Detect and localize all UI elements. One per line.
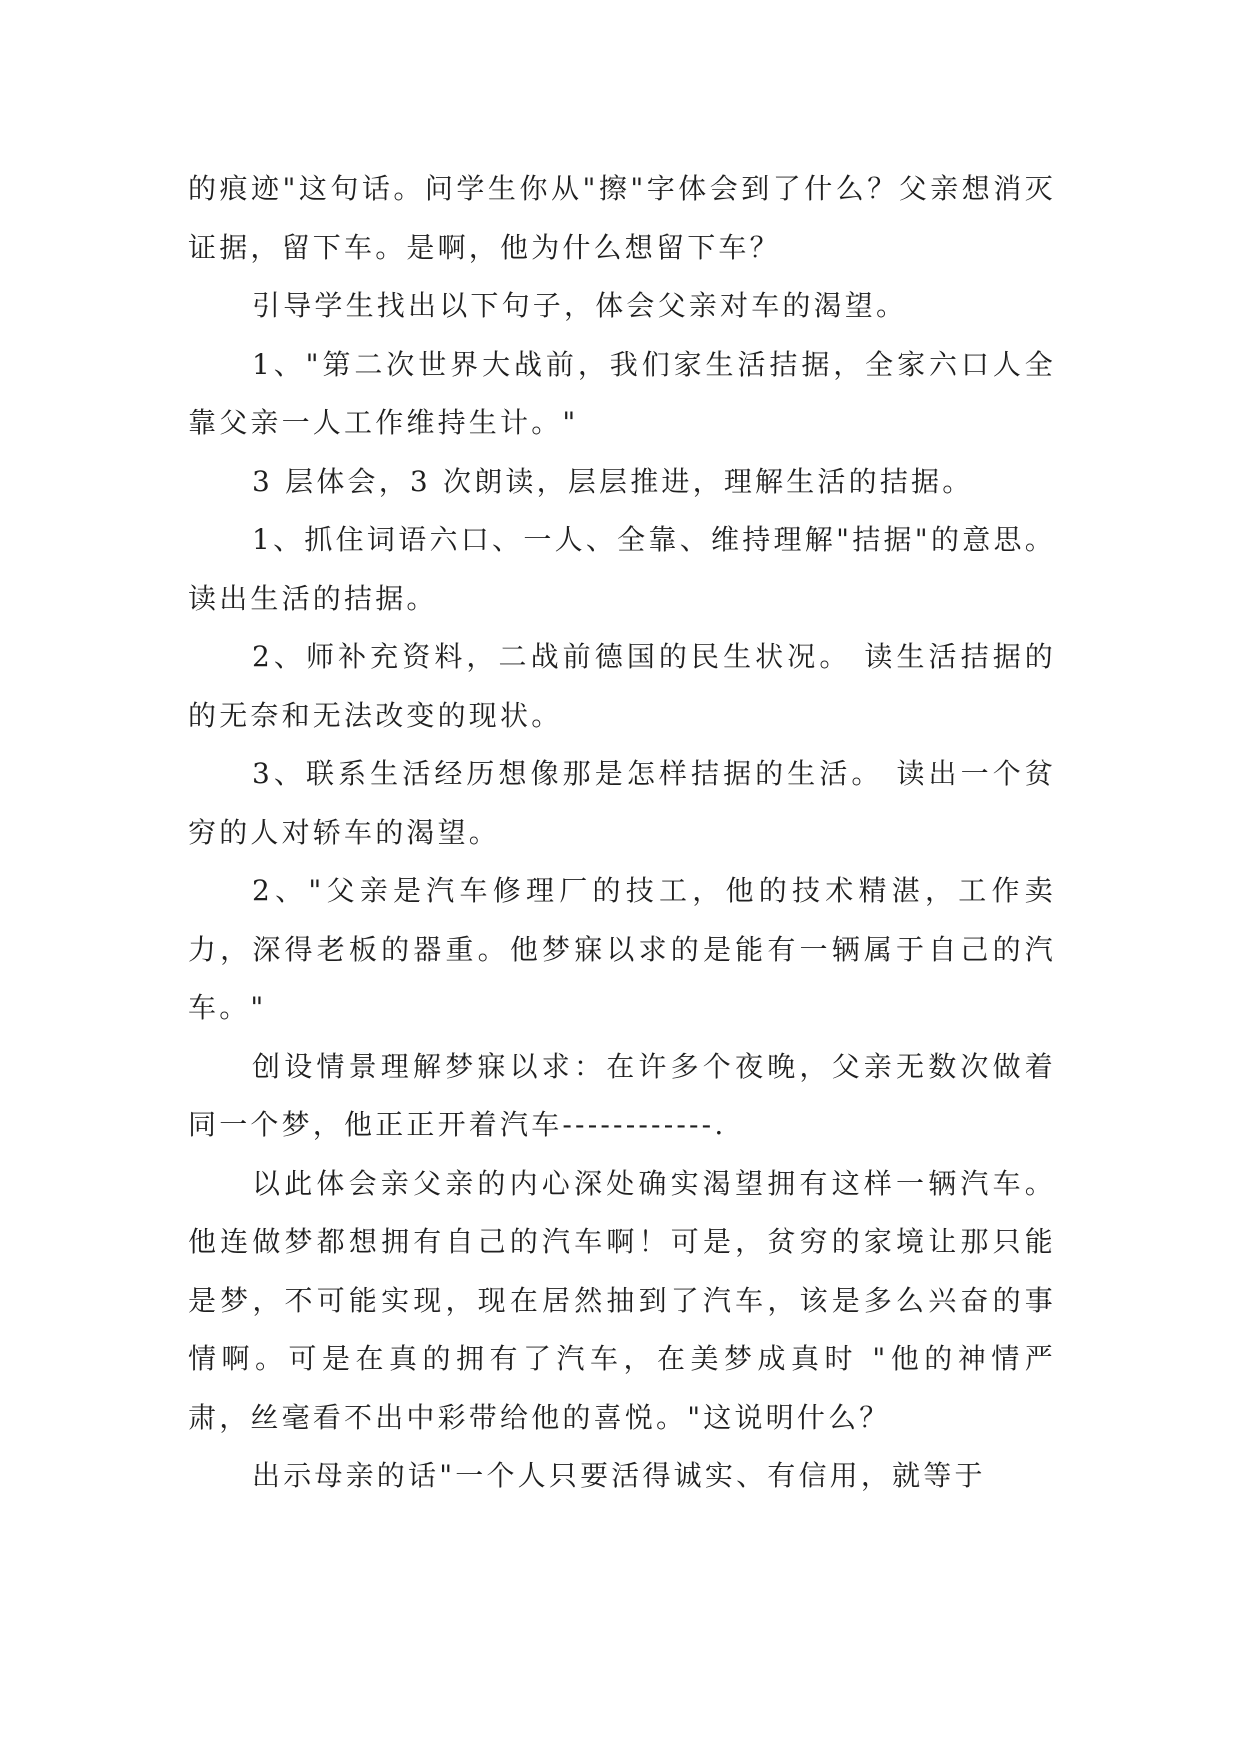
paragraph-11: 出示母亲的话"一个人只要活得诚实、有信用，就等于 [252,1459,986,1492]
paragraph-4: 3 层体会，3 次朗读，层层推进，理解生活的拮据。 [252,464,974,498]
paragraph-9: 创设情景理解梦寐以求：在许多个夜晚，父亲无数次做着同一个梦，他正正开着汽车------------. [188,1049,1056,1141]
document-page [188,160,1069,1506]
paragraph-3: 1、"第二次世界大战前，我们家生活拮据，全家六口人全靠父亲一人工作维持生计。" [188,347,1056,439]
paragraph-1: 的痕迹"这句话。问学生你从"擦"字体会到了什么？父亲想消灭证据，留下车。是啊，他为什么想留下车？ [188,172,1056,264]
paragraph-10: 以此体会亲父亲的内心深处确实渴望拥有这样一辆汽车。 他连做梦都想拥有自己的汽车啊！可是，贫穷的家境让那只能是梦，不可能实现，现在居然抽到了汽车，该是多么兴奋的事情啊。可是在真的拥有了汽车，在美梦成真时 "他的神情严肃，丝毫看不出中彩带给他的喜悦。"这说明什么？ [188,1166,1069,1434]
paragraph-6: 2、师补充资料，二战前德国的民生状况。 读生活拮据的的无奈和无法改变的现状。 [188,640,1056,732]
paragraph-2: 引导学生找出以下句子，体会父亲对车的渴望。 [252,289,908,322]
paragraph-8: 2、"父亲是汽车修理厂的技工，他的技术精湛，工作卖力，深得老板的器重。他梦寐以求的是能有一辆属于自己的汽车。" [188,874,1056,1024]
paragraph-5: 1、抓住词语六口、一人、全靠、维持理解"拮据"的意思。 读出生活的拮据。 [188,523,1069,615]
paragraph-7: 3、联系生活经历想像那是怎样拮据的生活。 读出一个贫穷的人对轿车的渴望。 [188,757,1056,849]
